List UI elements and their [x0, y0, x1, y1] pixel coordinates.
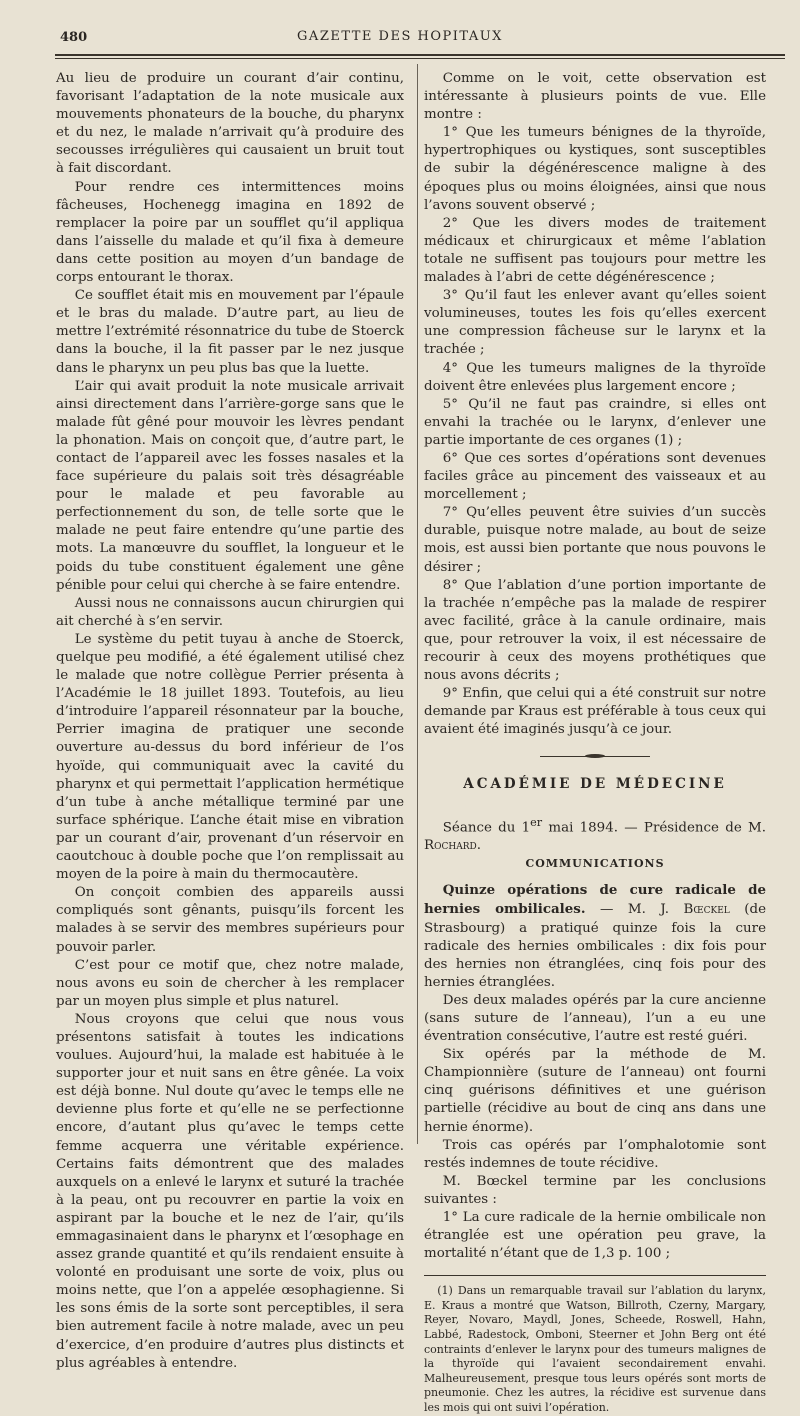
article-title: Quinze opérations de cure radicale de hernies ombilicales.: [424, 882, 766, 918]
header-rule-thin: [55, 58, 785, 59]
conclusion-point: 9° Enfin, que celui qui a été construit sur notre demande par Kraus est préférable à tous ceux qui avaient été imaginés jusqu’à ce jour.: [424, 686, 766, 738]
session-date: Séance du 1: [442, 820, 531, 836]
paragraph: L’air qui avait produit la note musicale arrivait ainsi directement dans l’arrière-gorge sans que le malade fût gêné pour mouvoir les lèvres pendant la phonation. Mais on conçoit que, d’autre part, le contact de l’appareil avec les fosses nasales et la face supérieure du palais soit très désagréable pour le malade et peu favorable au perfectionnement du son, de telle sorte que le malade ne peut faire entendre qu’une partie des mots. La manœuvre du soufflet, la longueur et le poids du tube constituent également une gêne pénible pour celui qui cherche à se faire entendre.: [56, 378, 404, 593]
article-author: — M. J. Bœckel: [585, 902, 730, 918]
paragraph: Nous croyons que celui que nous vous présentons satisfait à toutes les indications voulues. Aujourd’hui, la malade est habituée à le supporter jour et nuit sans en être gênée. La voix est déjà bonne. Nul doute qu’avec le temps elle ne devienne plus forte et qu’elle ne se perfectionne encore, d’autant plus qu’avec le temps cette femme acquerra une véritable expérience. Certains faits démontrent que des malades auxquels on a enlevé le larynx et suturé la trachée à la peau, ont pu recouvrer en partie la voix en aspirant par la bouche et le nez de l’air, qu’ils emmagasinaient dans le pharynx et l’œsophage en assez grande quantité et qu’ils rendaient ensuite à volonté en produisant une sorte de voix, plus ou moins nette, que l’on a appelée œsophagienne. Si les sons émis de la sorte sont perceptibles, il sera bien autrement facile à notre malade, avec un peu d’exercice, d’en produire d’autres plus distincts et plus agréables à entendre.: [56, 1011, 404, 1371]
paragraph: Des deux malades opérés par la cure ancienne (sans suture de l’anneau), l’un a eu une éventration consécutive, l’autre est resté guéri.: [424, 992, 766, 1045]
article-lead: [424, 881, 766, 992]
paragraph: 1° La cure radicale de la hernie ombilicale non étranglée est une opération peu grave, la mortalité n’étant que de 1,3 p. 100 ;: [424, 1210, 766, 1262]
header-rule: [55, 54, 785, 56]
column-divider: [417, 64, 418, 1144]
session-presidency: mai 1894. — Présidence de M.: [542, 820, 766, 836]
section-title: ACADÉMIE DE MÉDECINE: [463, 776, 727, 793]
session-line: [424, 814, 766, 856]
conclusion-point: 3° Qu’il faut les enlever avant qu’elles soient volumineuses, toutes les fois qu’elles exercent une compression fâcheuse sur le larynx et la trachée ;: [424, 288, 766, 358]
paragraph: M. Bœckel termine par les conclusions suivantes :: [424, 1173, 766, 1207]
paragraph: C’est pour ce motif que, chez notre malade, nous avons eu soin de chercher à les remplacer par un moyen plus simple et plus naturel.: [56, 957, 404, 1009]
paragraph: Ce soufflet était mis en mouvement par l’épaule et le bras du malade. D’autre part, au lieu de mettre l’extrémité résonnatrice du tube de Stoerck dans la bouche, il la fit passer par le nez jusque dans le pharynx un peu plus bas que la luette.: [56, 288, 404, 376]
paragraph: Trois cas opérés par l’omphalotomie sont restés indemnes de toute récidive.: [424, 1137, 766, 1171]
conclusion-point: 1° Que les tumeurs bénignes de la thyroïde, hypertrophiques ou kystiques, sont susceptibles de subir la dégénérescence maligne à des époques plus ou moins éloignées, ainsi que nous l’avons souvent observé ;: [424, 125, 766, 213]
paragraph: Pour rendre ces intermittences moins fâcheuses, Hochenegg imagina en 1892 de remplacer la poire par un soufflet qu’il appliqua dans l’aisselle du malade et qu’il fixa à demeure dans cette position au moyen d’un bandage de corps entourant le thorax.: [56, 179, 404, 286]
conclusion-point: 8° Que l’ablation d’une portion importante de la trachée n’empêche pas la malade de respirer avec facilité, grâce à la canule ordinaire, mais que, pour retrouver la voix, il est nécessaire de recourir à ceux des moyens prothétiques que nous avons décrits ;: [424, 577, 766, 684]
session-president: Rochard: [424, 838, 477, 854]
session-end: .: [476, 838, 481, 854]
article-lead-text: (de Strasbourg) a pratiqué quinze fois la cure radicale des hernies ombilicales : dix fois pour des hernies non étranglées, cinq fois pour des hernies étranglées.: [424, 902, 766, 990]
conclusion-point: 5° Qu’il ne faut pas craindre, si elles ont envahi la trachée ou le larynx, d’enlever une partie importante de ces organes (1) ;: [424, 396, 766, 448]
conclusion-point: 4° Que les tumeurs malignes de la thyroïde doivent être enlevées plus largement encore ;: [424, 360, 766, 394]
paragraph: Le système du petit tuyau à anche de Stoerck, quelque peu modifié, a été également utilisé chez le malade que notre collègue Perrier présenta à l’Académie le 18 juillet 1893. Toutefois, au lieu d’introduire l’appareil résonnateur par la bouche, Perrier imagina de pratiquer une seconde ouverture au-dessus du bord inférieur de l’os hyoïde, qui communiquait avec la cavité du pharynx et qui permettait l’application hermétique d’un tube à anche métallique terminé par une surface sphérique. L’anche était mise en vibration par un courant d’air, provenant d’un réservoir en caoutchouc à double poche que l’on remplissait au moyen de la poire à main du thermocautère.: [56, 631, 404, 883]
running-head: GAZETTE DES HOPITAUX: [297, 29, 503, 44]
conclusion-point: 7° Qu’elles peuvent être suivies d’un succès durable, puisque notre malade, au bout de seize mois, est aussi bien portante que nous pouvons le désirer ;: [424, 505, 766, 575]
right-column: [424, 70, 766, 1416]
footnote-rule: [424, 1275, 766, 1276]
footnote-text: (1) Dans un remarquable travail sur l’ablation du larynx, E. Kraus a montré que Watson, Billroth, Czerny, Margary, Reyer, Novaro, Maydl, Jones, Scheede, Roswell, Hahn, Labbé, Radestock, Omboni, Steerner et John Berg ont été contraints d’enlever le larynx pour des tumeurs malignes de la thyroïde qui l’avaient secondairement envahi. Malheureusement, presque tous leurs opérés sont morts de pneumonie. Chez les autres, la récidive est survenue dans les mois qui ont suivi l’opération.: [424, 1284, 766, 1415]
paragraph: Six opérés par la méthode de M. Championnière (suture de l’anneau) ont fourni cinq guérisons définitives et une guérison partielle (récidive au bout de cinq ans dans une hernie énorme).: [424, 1047, 766, 1135]
conclusion-point: 2° Que les divers modes de traitement médicaux et chirurgicaux et même l’ablation totale ne suffisent pas toujours pour mettre les malades à l’abri de cette dégénérescence ;: [424, 215, 766, 286]
page-number: 480: [60, 30, 88, 45]
footnote: [424, 1284, 766, 1415]
session-date-suffix: er: [530, 815, 543, 829]
paragraph: Au lieu de produire un courant d’air continu, favorisant l’adaptation de la note musicale aux mouvements phonateurs de la bouche, du pharynx et du nez, le malade n’arrivait qu’à produire des secousses irrégulières qui causaient un bruit tout à fait discordant.: [56, 71, 404, 177]
communications-heading: COMMUNICATIONS: [525, 857, 665, 871]
paragraph: On conçoit combien des appareils aussi compliqués sont gênants, puisqu’ils forcent les malades à se servir des membres supérieurs pour pouvoir parler.: [56, 885, 404, 955]
observation-intro: Comme on le voit, cette observation est intéressante à plusieurs points de vue. Elle montre :: [424, 71, 766, 123]
ornamental-rule: [540, 753, 650, 761]
paragraph: Aussi nous ne connaissons aucun chirurgien qui ait cherché à s’en servir.: [56, 595, 404, 629]
conclusion-point: 6° Que ces sortes d’opérations sont devenues faciles grâce au pincement des vaisseaux et au morcellement ;: [424, 450, 766, 503]
left-column: [56, 70, 404, 1373]
